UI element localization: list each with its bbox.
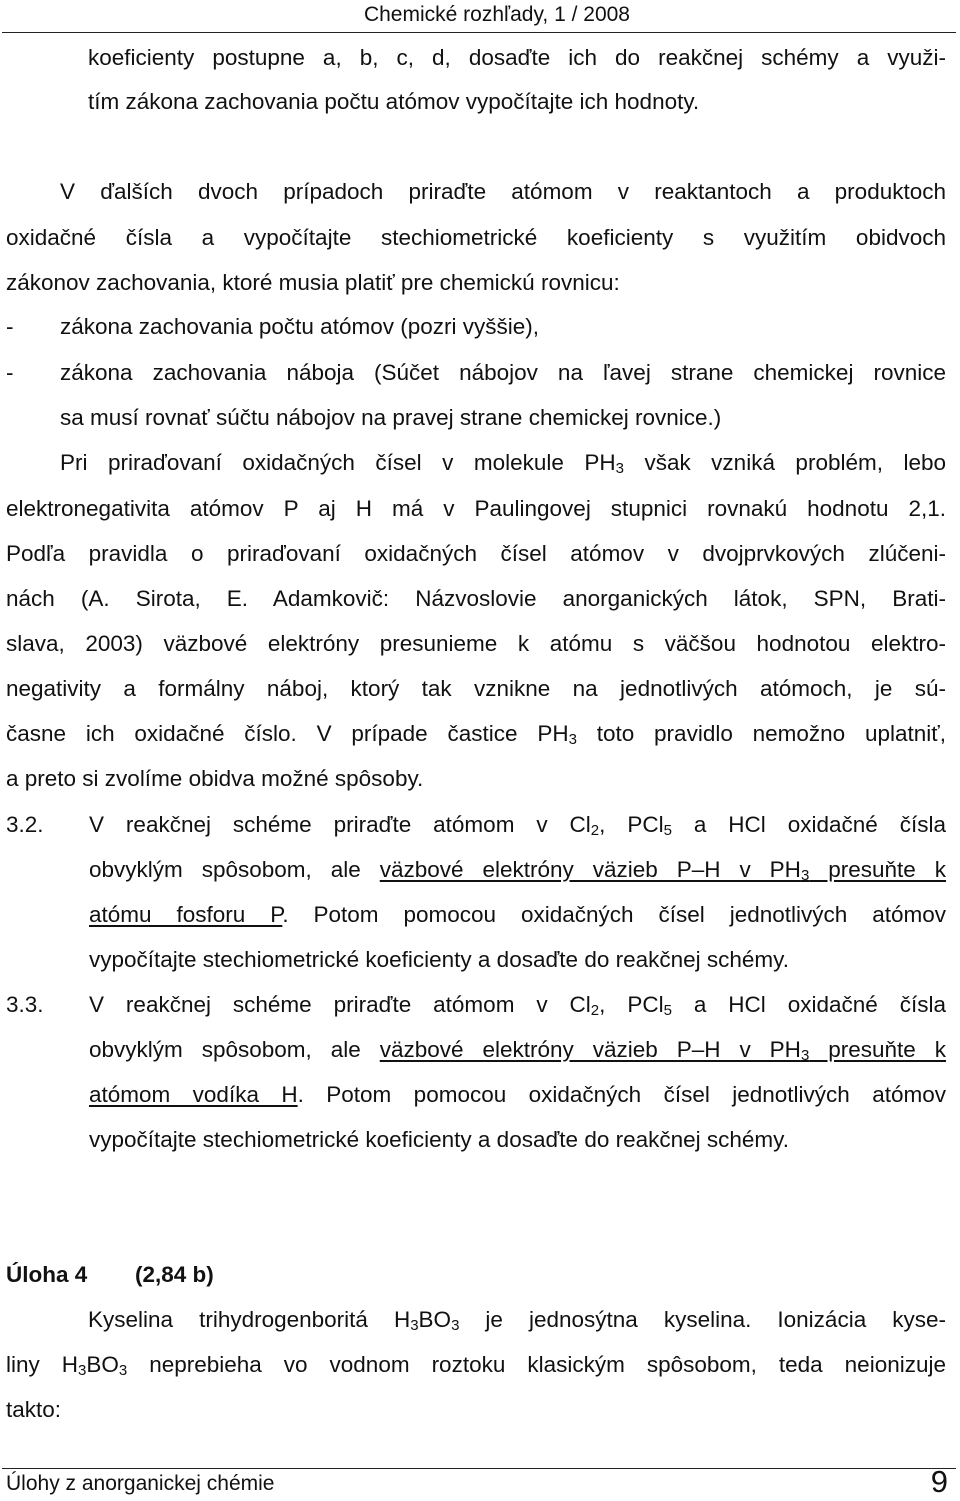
subscript: 3: [800, 867, 810, 884]
bullet-item: zákona zachovania náboja (Súčet nábojov na ľavej strane chemickej rovnice: [60, 360, 946, 385]
subscript: 3: [118, 1362, 128, 1379]
text-run: , PCl: [599, 992, 664, 1017]
subscript: 3: [568, 731, 577, 748]
paragraph-line: V ďalších dvoch prípadoch priraďte atómom v reaktantoch a produktoch: [60, 179, 946, 204]
text-run: však vzniká problém, lebo: [623, 450, 946, 475]
paragraph-line: negativity a formálny náboj, ktorý tak vznikne na jednotlivých atómoch, je sú-: [6, 676, 946, 701]
task-line: [89, 1081, 946, 1109]
paragraph-line: [6, 720, 946, 748]
task-number: 3.2.: [6, 812, 44, 837]
text-run: V reakčnej schéme priraďte atómom v Cl: [89, 992, 591, 1017]
running-footer: Úlohy z anorganickej chémie: [6, 1472, 275, 1495]
paragraph-line: [88, 1306, 946, 1334]
text-run: V reakčnej schéme priraďte atómom v Cl: [89, 812, 591, 837]
text-run: , PCl: [599, 812, 664, 837]
text-run: neprebieha vo vodnom roztoku klasickým spôsobom, teda neionizuje: [127, 1352, 946, 1377]
bullet-dash: -: [6, 314, 14, 339]
task-number: 3.3.: [6, 992, 44, 1017]
text-run: obvyklým spôsobom, ale: [89, 857, 380, 882]
underlined-instruction: väzbové elektróny väzieb P–H v $PH_3$ presuňte k: [379, 857, 947, 884]
paragraph-line: elektronegativita atómov P aj H má v Paulingovej stupnici rovnakú hodnotu 2,1.: [6, 496, 946, 521]
text-run: toto pravidlo nemožno uplatniť,: [576, 721, 946, 746]
paragraph-line: oxidačné čísla a vypočítajte stechiometrické koeficienty s využitím obidvoch: [6, 225, 946, 250]
text-run: a HCl oxidačné čísla: [671, 812, 946, 837]
paragraph-line: Podľa pravidla o priraďovaní oxidačných čísel atómov v dvojprvkových zlúčeni-: [6, 541, 946, 566]
text-run: Pri priraďovaní oxidačných čísel v molekule PH: [60, 450, 616, 475]
task-line: [89, 811, 946, 839]
text-run: BO: [86, 1352, 119, 1377]
text-run: je jednosýtna kyselina. Ionizácia kyse-: [459, 1307, 946, 1332]
paragraph-line: [60, 449, 946, 477]
text-run: obvyklým spôsobom, ale: [89, 1037, 380, 1062]
text-run: liny H: [6, 1352, 78, 1377]
subscript: 3: [451, 1317, 460, 1334]
subscript: 5: [663, 1002, 672, 1019]
running-header: Chemické rozhľady, 1 / 2008: [363, 3, 630, 26]
paragraph-line: [6, 1351, 946, 1379]
task-line: [89, 1036, 946, 1064]
task-line: vypočítajte stechiometrické koeficienty a dosaďte do reakčnej schémy.: [89, 947, 789, 972]
paragraph-line: a preto si zvolíme obidva možné spôsoby.: [6, 766, 424, 791]
paragraph-line: koeficienty postupne a, b, c, d, dosaďte ich do reakčnej schémy a využi-: [88, 45, 946, 70]
subscript: 2: [590, 822, 600, 839]
paragraph-line: zákonov zachovania, ktoré musia platiť pre chemickú rovnicu:: [6, 270, 620, 295]
paragraph-line: slava, 2003) väzbové elektróny presunieme k atómu s väčšou hodnotou elektro-: [6, 631, 946, 656]
page-number: 9: [930, 1464, 948, 1499]
underlined-instruction: atómu fosforu P: [89, 902, 283, 927]
paragraph-line: tím zákona zachovania počtu atómov vypočítajte ich hodnoty.: [88, 89, 700, 114]
subscript: 3: [410, 1317, 419, 1334]
subscript: 3: [78, 1362, 87, 1379]
task-heading: [6, 1261, 87, 1289]
subscript: 5: [663, 822, 672, 839]
footer-rule: [2, 1468, 956, 1469]
text-run: BO: [418, 1307, 452, 1332]
text-run: časne ich oxidačné číslo. V prípade častice PH: [6, 721, 569, 746]
task-line: [89, 991, 946, 1019]
task-line: [89, 856, 946, 884]
task-points: (2,84 b): [135, 1262, 214, 1287]
task-line: [89, 901, 946, 929]
text-run: . Potom pomocou oxidačných čísel jednotlivých atómov: [297, 1082, 946, 1107]
text-run: . Potom pomocou oxidačných čísel jednotlivých atómov: [282, 902, 946, 927]
task-title: Úloha 4: [6, 1262, 88, 1287]
subscript: 3: [615, 460, 624, 477]
subscript: 3: [800, 1047, 810, 1064]
paragraph-line: takto:: [6, 1397, 62, 1422]
underlined-instruction: väzbové elektróny väzieb P–H v $PH_3$ presuňte k: [379, 1037, 947, 1064]
header-rule: [2, 32, 956, 33]
text-run: a HCl oxidačné čísla: [671, 992, 946, 1017]
bullet-item-continued: sa musí rovnať súčtu nábojov na pravej strane chemickej rovnice.): [60, 405, 722, 430]
bullet-item: zákona zachovania počtu atómov (pozri vyššie),: [60, 314, 539, 339]
text-run: Kyselina trihydrogenboritá H: [88, 1307, 411, 1332]
subscript: 2: [590, 1002, 600, 1019]
underlined-instruction: atómom vodíka H: [89, 1082, 298, 1107]
task-line: vypočítajte stechiometrické koeficienty a dosaďte do reakčnej schémy.: [89, 1127, 789, 1152]
bullet-dash: -: [6, 360, 14, 385]
paragraph-line: nách (A. Sirota, E. Adamkovič: Názvoslovie anorganických látok, SPN, Brati-: [6, 586, 946, 611]
